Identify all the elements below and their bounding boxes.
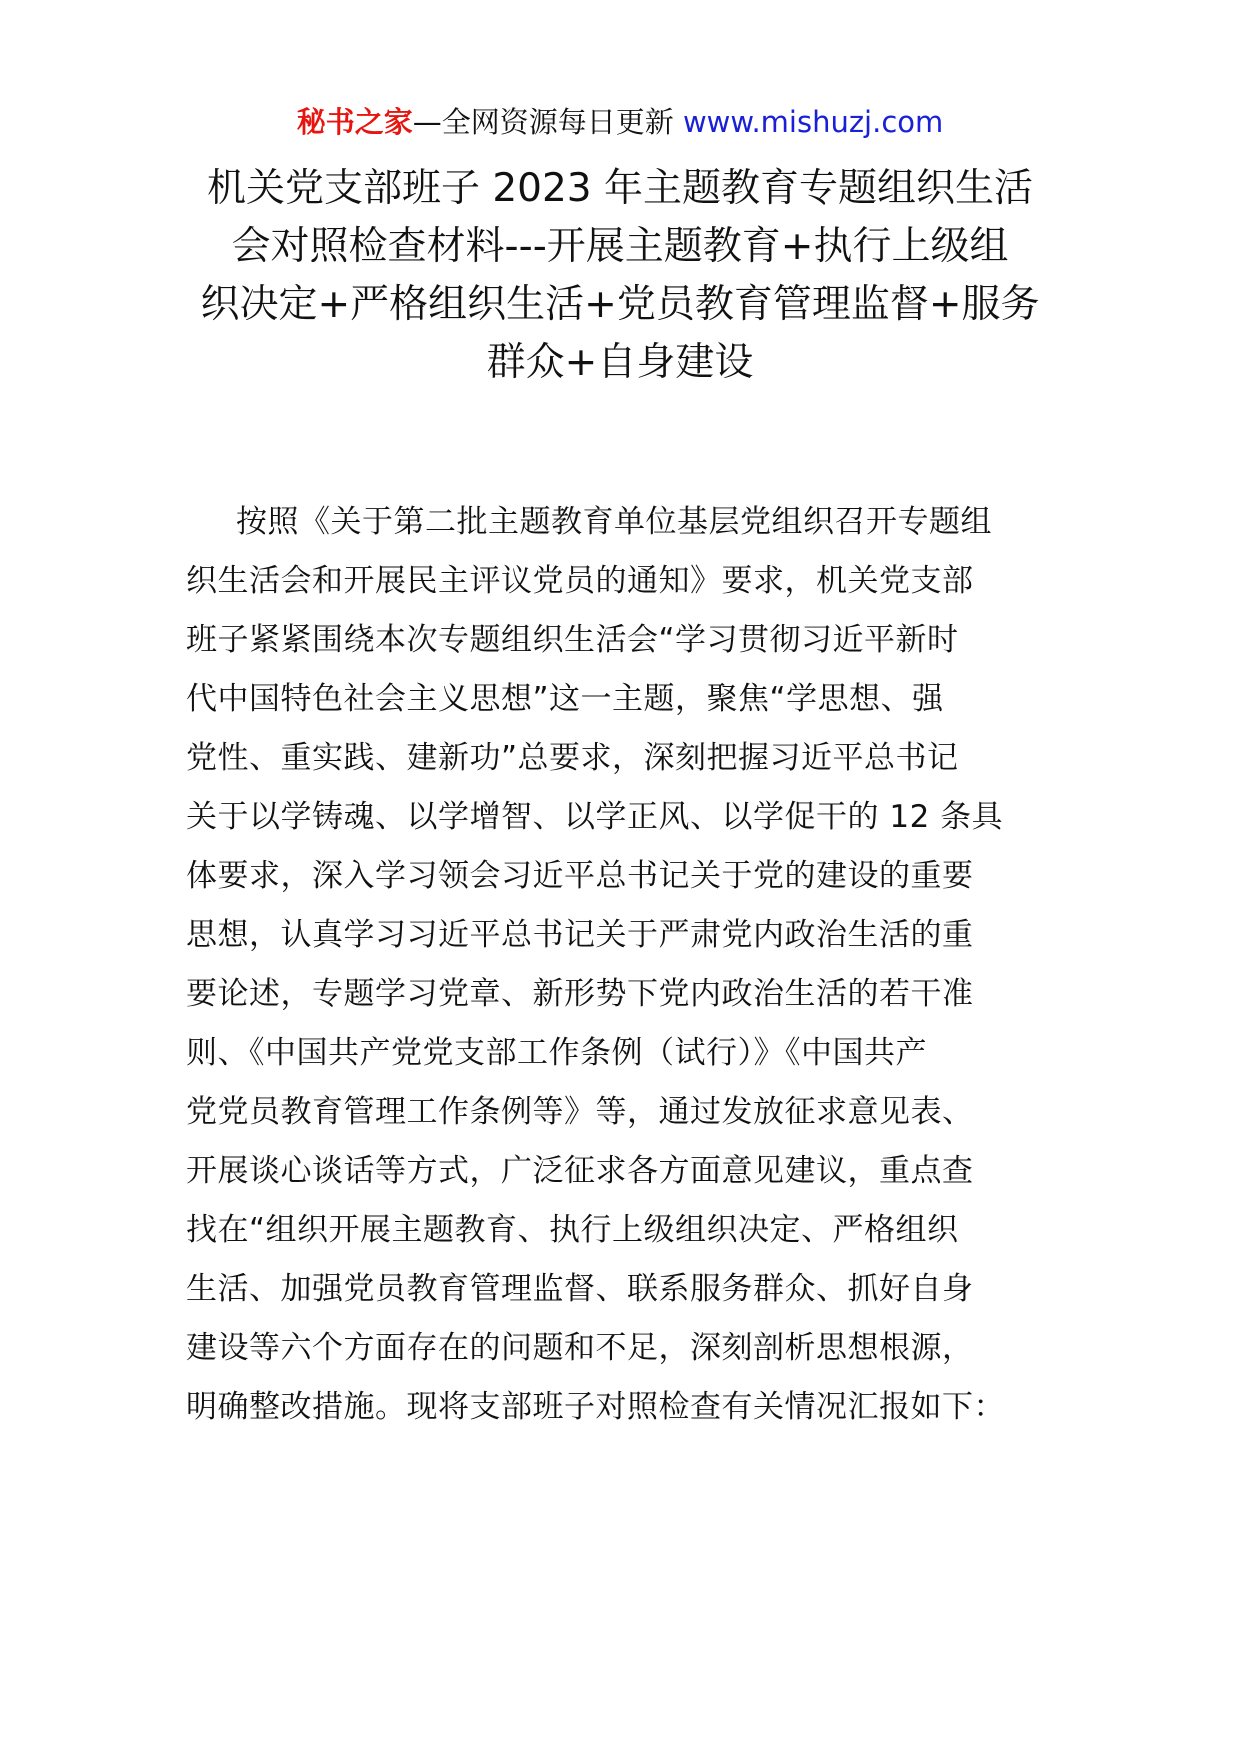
- site-tagline: —全网资源每日更新: [412, 105, 674, 139]
- paragraph-line: 找在“组织开展主题教育、执行上级组织决定、严格组织: [186, 1212, 959, 1248]
- paragraph-line: 要论述，专题学习党章、新形势下党内政治生活的若干准: [186, 976, 974, 1012]
- paragraph-line: 关于以学铸魂、以学增智、以学正风、以学促干的 12 条具: [186, 799, 1004, 835]
- site-brand: 秘书之家: [296, 105, 413, 139]
- title-line: 机关党支部班子 2023 年主题教育专题组织生活: [206, 166, 1034, 211]
- paragraph-line: 党党员教育管理工作条例等》等，通过发放征求意见表、: [186, 1094, 974, 1130]
- document-title: [180, 160, 1060, 392]
- paragraph-line: 按照《关于第二批主题教育单位基层党组织召开专题组: [236, 504, 992, 540]
- paragraph-line: 生活、加强党员教育管理监督、联系服务群众、抓好自身: [186, 1271, 974, 1307]
- site-header: [0, 102, 1240, 142]
- paragraph-line: 代中国特色社会主义思想”这一主题，聚焦“学思想、强: [186, 681, 944, 717]
- paragraph-line: 织生活会和开展民主评议党员的通知》要求，机关党支部: [186, 563, 974, 599]
- paragraph-line: 党性、重实践、建新功”总要求，深刻把握习近平总书记: [186, 740, 959, 776]
- intro-paragraph: [186, 493, 1054, 1437]
- title-line: 会对照检查材料---开展主题教育+执行上级组: [231, 224, 1009, 269]
- title-line: 群众+自身建设: [486, 340, 754, 385]
- paragraph-line: 明确整改措施。现将支部班子对照检查有关情况汇报如下：: [186, 1389, 1005, 1425]
- paragraph-line: 则、《中国共产党党支部工作条例（试行）》《中国共产: [186, 1035, 927, 1071]
- paragraph-line: 思想，认真学习习近平总书记关于严肃党内政治生活的重: [186, 917, 974, 953]
- title-line: 织决定+严格组织生活+党员教育管理监督+服务: [200, 282, 1040, 327]
- paragraph-line: 开展谈心谈话等方式，广泛征求各方面意见建议，重点查: [186, 1153, 974, 1189]
- paragraph-line: 班子紧紧围绕本次专题组织生活会“学习贯彻习近平新时: [186, 622, 959, 658]
- site-url-link[interactable]: www.mishuzj.com: [682, 105, 944, 139]
- paragraph-line: 建设等六个方面存在的问题和不足，深刻剖析思想根源，: [186, 1330, 974, 1366]
- paragraph-line: 体要求，深入学习领会习近平总书记关于党的建设的重要: [186, 858, 974, 894]
